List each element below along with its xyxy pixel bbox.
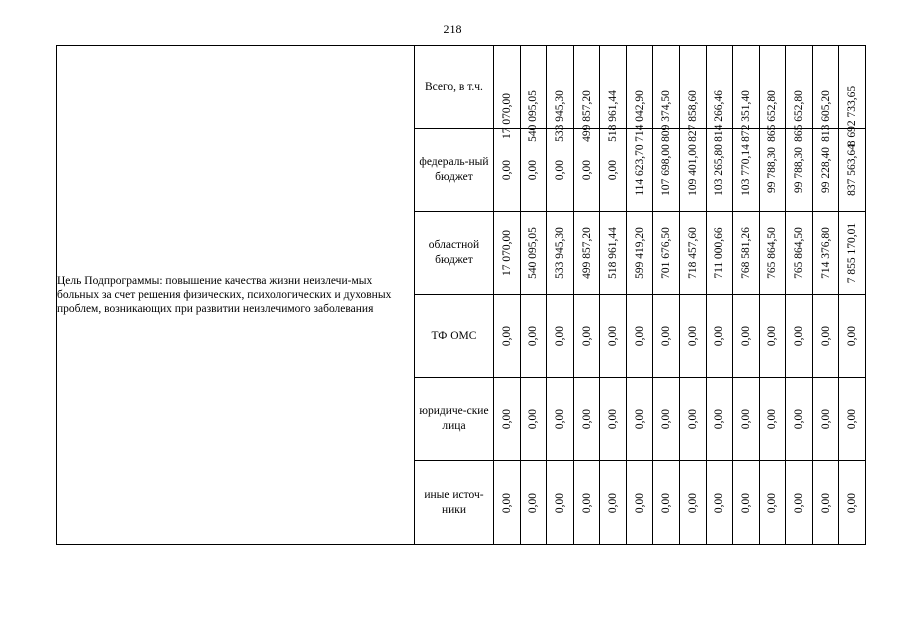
amount-cell: [733, 46, 760, 142]
amount-cell: [680, 212, 707, 295]
amount-cell: [520, 378, 547, 461]
amount-value: 0,00: [500, 492, 513, 513]
amount-cell: [733, 461, 760, 545]
amount-value: 99 788,30: [766, 147, 779, 193]
amount-value: 0,00: [846, 492, 859, 513]
funding-source-label: федераль-ный бюджет: [414, 129, 493, 212]
amount-cell: [573, 129, 600, 212]
amount-cell: [520, 461, 547, 545]
amount-value: 0,00: [686, 325, 699, 347]
amount-value: 0,00: [846, 325, 859, 347]
amount-cell: [653, 378, 680, 461]
funding-table: [56, 45, 866, 545]
amount-value: 0,00: [819, 408, 832, 430]
amount-cell: [759, 295, 786, 378]
amount-value: 540 095,05: [527, 227, 540, 279]
amount-value: 114 623,70: [633, 144, 646, 196]
amount-cell: [547, 461, 574, 545]
page-number: 218: [443, 22, 462, 36]
amount-cell: [759, 461, 786, 545]
amount-value: 765 864,50: [766, 227, 779, 279]
amount-cell: [573, 461, 600, 545]
amount-value: 0,00: [633, 492, 646, 513]
amount-cell: [520, 212, 547, 295]
amount-value: 0,00: [739, 492, 752, 513]
amount-value: 0,00: [846, 408, 859, 430]
amount-cell: [839, 46, 866, 147]
amount-value: 0,00: [793, 325, 806, 347]
amount-cell: [733, 378, 760, 461]
amount-cell: [626, 46, 653, 142]
amount-value: 0,00: [580, 492, 593, 513]
amount-cell: [680, 295, 707, 378]
amount-value: 0,00: [713, 325, 726, 347]
funding-source-label: иные источ-ники: [414, 461, 493, 545]
amount-cell: [759, 378, 786, 461]
amount-value: 103 265,80: [713, 144, 726, 196]
amount-cell: [600, 129, 627, 212]
amount-value: 99 788,30: [793, 147, 806, 193]
amount-cell: [759, 46, 786, 142]
amount-cell: [494, 461, 521, 545]
amount-cell: [706, 212, 733, 295]
amount-cell: [626, 212, 653, 295]
amount-value: 714 042,90: [633, 90, 646, 142]
amount-cell: [733, 295, 760, 378]
amount-value: 765 864,50: [793, 227, 806, 279]
amount-value: 872 351,40: [739, 90, 752, 142]
amount-value: 0,00: [766, 408, 779, 430]
amount-cell: [573, 295, 600, 378]
amount-value: 0,00: [553, 408, 566, 430]
amount-value: 0,00: [527, 408, 540, 430]
amount-value: 17 070,00: [500, 93, 513, 139]
funding-source-label: областной бюджет: [414, 212, 493, 295]
amount-cell: [759, 129, 786, 212]
amount-value: 0,00: [713, 492, 726, 513]
amount-cell: [786, 295, 813, 378]
table-row: [57, 46, 866, 129]
amount-cell: [706, 46, 733, 142]
amount-cell: [733, 212, 760, 295]
amount-cell: [547, 129, 574, 212]
amount-value: 0,00: [500, 325, 513, 347]
amount-cell: [812, 461, 839, 545]
amount-cell: [812, 295, 839, 378]
amount-cell: [653, 295, 680, 378]
amount-value: 0,00: [713, 408, 726, 430]
subprogram-goal-text: Цель Подпрограммы: повышение качества жизни неизлечи-мых больных за счет решения физических, психологических и духовных проблем, возникающих при развитии неизлечимого заболевания: [57, 46, 415, 545]
amount-value: 0,00: [766, 492, 779, 513]
amount-value: 0,00: [793, 492, 806, 513]
amount-cell: [706, 295, 733, 378]
amount-value: 499 857,20: [580, 90, 593, 142]
amount-value: 0,00: [819, 325, 832, 347]
amount-value: 103 770,14: [739, 144, 752, 196]
amount-value: 0,00: [607, 325, 620, 347]
amount-cell: [839, 129, 866, 212]
amount-value: 0,00: [660, 325, 673, 347]
amount-value: 0,00: [607, 408, 620, 430]
amount-cell: [600, 212, 627, 295]
amount-cell: [733, 129, 760, 212]
amount-value: 7 855 170,01: [846, 222, 859, 284]
amount-cell: [600, 295, 627, 378]
amount-cell: [759, 212, 786, 295]
amount-cell: [626, 129, 653, 212]
funding-source-label: Всего, в т.ч.: [414, 46, 493, 129]
amount-cell: [547, 378, 574, 461]
amount-cell: [680, 46, 707, 142]
amount-value: 0,00: [686, 492, 699, 513]
amount-cell: [786, 378, 813, 461]
amount-cell: [626, 461, 653, 545]
amount-value: 837 563,64: [846, 144, 859, 196]
amount-cell: [573, 46, 600, 142]
amount-value: 17 070,00: [500, 230, 513, 276]
amount-cell: [653, 461, 680, 545]
amount-value: 718 457,60: [686, 227, 699, 279]
amount-cell: [494, 46, 521, 139]
amount-cell: [600, 461, 627, 545]
amount-cell: [839, 461, 866, 545]
amount-value: 0,00: [633, 325, 646, 347]
amount-cell: [786, 461, 813, 545]
amount-cell: [653, 46, 680, 142]
amount-value: 0,00: [500, 408, 513, 430]
amount-value: 533 945,30: [553, 227, 566, 279]
amount-cell: [706, 461, 733, 545]
amount-value: 0,00: [739, 325, 752, 347]
amount-value: 0,00: [819, 492, 832, 513]
amount-value: 109 401,00: [686, 144, 699, 196]
amount-value: 714 376,80: [819, 227, 832, 279]
amount-cell: [547, 46, 574, 142]
amount-value: 0,00: [607, 492, 620, 513]
amount-cell: [786, 129, 813, 212]
amount-cell: [786, 46, 813, 142]
amount-value: 809 374,50: [660, 90, 673, 142]
amount-value: 0,00: [553, 492, 566, 513]
amount-cell: [706, 129, 733, 212]
amount-cell: [812, 378, 839, 461]
amount-value: 0,00: [660, 492, 673, 513]
amount-value: 0,00: [553, 159, 566, 181]
amount-value: 0,00: [527, 159, 540, 181]
amount-cell: [520, 129, 547, 212]
amount-value: 0,00: [500, 159, 513, 181]
amount-value: 0,00: [553, 325, 566, 347]
amount-cell: [494, 295, 521, 378]
amount-value: 0,00: [580, 408, 593, 430]
amount-value: 0,00: [686, 408, 699, 430]
amount-cell: [600, 378, 627, 461]
amount-value: 107 698,00: [660, 144, 673, 196]
amount-value: 827 858,60: [686, 90, 699, 142]
amount-value: 8 692 733,65: [846, 85, 859, 147]
amount-value: 99 228,40: [819, 147, 832, 193]
amount-value: 865 652,80: [766, 90, 779, 142]
amount-value: 768 581,26: [739, 227, 752, 279]
amount-value: 0,00: [527, 325, 540, 347]
amount-cell: [653, 212, 680, 295]
amount-value: 0,00: [633, 408, 646, 430]
amount-cell: [786, 212, 813, 295]
amount-cell: [626, 295, 653, 378]
amount-value: 813 605,20: [819, 90, 832, 142]
funding-source-label: ТФ ОМС: [414, 295, 493, 378]
amount-cell: [680, 461, 707, 545]
amount-cell: [573, 212, 600, 295]
amount-cell: [812, 46, 839, 142]
funding-source-label: юридиче-ские лица: [414, 378, 493, 461]
amount-value: 0,00: [793, 408, 806, 430]
amount-cell: [494, 378, 521, 461]
amount-cell: [600, 46, 627, 142]
amount-value: 0,00: [739, 408, 752, 430]
amount-cell: [520, 295, 547, 378]
amount-value: 533 945,30: [553, 90, 566, 142]
amount-value: 518 961,44: [607, 227, 620, 279]
amount-value: 518 961,44: [607, 90, 620, 142]
amount-value: 0,00: [580, 159, 593, 181]
amount-cell: [839, 212, 866, 295]
amount-value: 701 676,50: [660, 227, 673, 279]
amount-value: 814 266,46: [713, 90, 726, 142]
amount-cell: [573, 378, 600, 461]
amount-cell: [812, 129, 839, 212]
amount-cell: [680, 378, 707, 461]
amount-value: 499 857,20: [580, 227, 593, 279]
amount-value: 599 419,20: [633, 227, 646, 279]
amount-value: 0,00: [766, 325, 779, 347]
amount-cell: [494, 212, 521, 295]
amount-cell: [653, 129, 680, 212]
amount-cell: [680, 129, 707, 212]
amount-value: 0,00: [607, 159, 620, 181]
amount-value: 711 000,66: [713, 227, 726, 279]
amount-value: 540 095,05: [527, 90, 540, 142]
amount-cell: [547, 212, 574, 295]
amount-cell: [839, 378, 866, 461]
amount-value: 865 652,80: [793, 90, 806, 142]
amount-cell: [706, 378, 733, 461]
amount-value: 0,00: [527, 492, 540, 513]
amount-cell: [520, 46, 547, 142]
amount-cell: [547, 295, 574, 378]
amount-cell: [839, 295, 866, 378]
amount-cell: [812, 212, 839, 295]
amount-value: 0,00: [660, 408, 673, 430]
amount-cell: [494, 129, 521, 212]
amount-value: 0,00: [580, 325, 593, 347]
amount-cell: [626, 378, 653, 461]
